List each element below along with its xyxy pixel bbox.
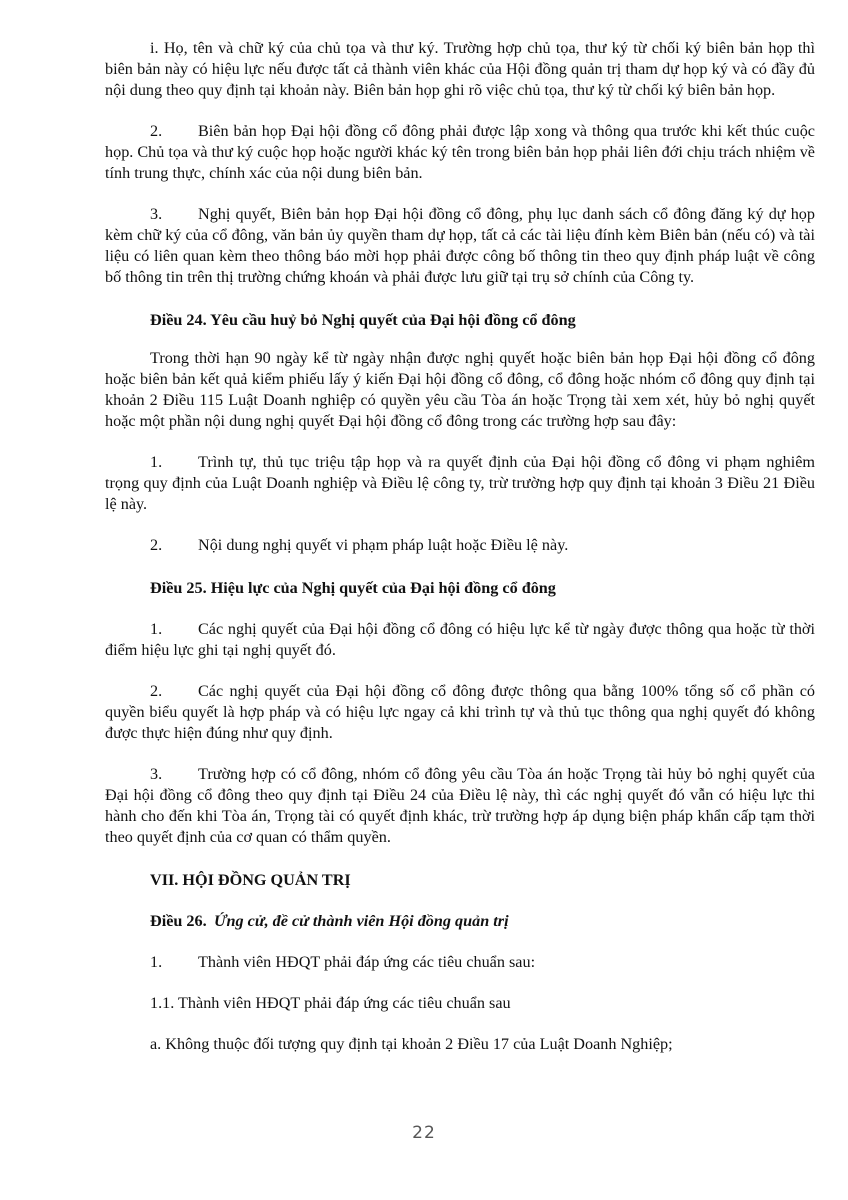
article-26-clause-1 [105,952,815,973]
clause-number: 2. [150,536,163,554]
article-number: Điều 26. [150,912,207,930]
clause-text: Biên bản họp Đại hội đồng cổ đông phải được lập xong và thông qua trước khi kết thúc cuộc họp. Chủ tọa và thư ký cuộc họp hoặc người khác ký tên trong biên bản họp phải liên đới chịu trách nhiệm về tính trung thực, chính xác của nội dung biên bản. [105,122,815,182]
article-title: Ứng cử, đề cử thành viên Hội đồng quản trị [214,912,509,930]
article-26-clause-1-1: 1.1. Thành viên HĐQT phải đáp ứng các tiêu chuẩn sau [150,994,511,1012]
document-body [105,38,815,1055]
paragraph-clause-2 [105,121,815,184]
clause-text: Nghị quyết, Biên bản họp Đại hội đồng cổ đông, phụ lục danh sách cổ đông đăng ký dự họp kèm chữ ký của cổ đông, văn bản ủy quyền tham dự họp, tất cả các tài liệu đính kèm Biên bản (nếu có) và tài liệu có liên quan kèm theo thông báo mời họp phải được công bố thông tin theo quy định pháp luật về công bố thông tin trên thị trường chứng khoán và phải được lưu giữ tại trụ sở chính của Công ty. [105,205,815,286]
clause-number: 1. [150,620,163,638]
clause-number: 1. [150,953,163,971]
clause-text: Các nghị quyết của Đại hội đồng cổ đông có hiệu lực kể từ ngày được thông qua hoặc từ thời điểm hiệu lực ghi tại nghị quyết đó. [105,620,815,659]
clause-text: Thành viên HĐQT phải đáp ứng các tiêu chuẩn sau: [198,953,536,971]
article-26-item-a: a. Không thuộc đối tượng quy định tại khoản 2 Điều 17 của Luật Doanh Nghiệp; [150,1035,673,1053]
article-24-clause-1 [105,452,815,515]
clause-text: Trình tự, thủ tục triệu tập họp và ra quyết định của Đại hội đồng cổ đông vi phạm nghiêm trọng quy định của Luật Doanh nghiệp và Điều lệ công ty, trừ trường hợp quy định tại khoản 3 Điều 21 Điều lệ này. [105,453,815,513]
article-26-heading [105,911,815,932]
paragraph-clause-3 [105,204,815,288]
paragraph-item-i: i. Họ, tên và chữ ký của chủ tọa và thư ký. Trường hợp chủ tọa, thư ký từ chối ký biên bản họp thì biên bản này có hiệu lực nếu được tất cả thành viên khác của Hội đồng quản trị tham dự họp ký và có đầy đủ nội dung theo quy định tại khoản này. Biên bản họp ghi rõ việc chủ tọa, thư ký từ chối ký biên bản họp. [105,39,815,99]
clause-text: Trường hợp có cổ đông, nhóm cổ đông yêu cầu Tòa án hoặc Trọng tài hủy bỏ nghị quyết của Đại hội đồng cổ đông theo quy định tại Điều 24 của Điều lệ này, thì các nghị quyết đó vẫn có hiệu lực thi hành cho đến khi Tòa án, Trọng tài có quyết định khác, trừ trường hợp áp dụng biện pháp khẩn cấp tạm thời theo quyết định của cơ quan có thẩm quyền. [105,765,815,846]
clause-number: 2. [150,682,163,700]
article-25-clause-3 [105,764,815,848]
clause-text: Nội dung nghị quyết vi phạm pháp luật hoặc Điều lệ này. [198,536,569,554]
section-vii-heading: VII. HỘI ĐỒNG QUẢN TRỊ [150,871,351,889]
clause-text: Các nghị quyết của Đại hội đồng cổ đông được thông qua bằng 100% tổng số cổ phần có quyền biểu quyết là hợp pháp và có hiệu lực ngay cả khi trình tự và thủ tục thông qua nghị quyết đó không được thực hiện đúng như quy định. [105,682,815,742]
article-24-intro: Trong thời hạn 90 ngày kể từ ngày nhận được nghị quyết hoặc biên bản họp Đại hội đồng cổ đông hoặc biên bản kết quả kiểm phiếu lấy ý kiến Đại hội đồng cổ đông, cổ đông hoặc nhóm cổ đông quy định tại khoản 2 Điều 115 Luật Doanh nghiệp có quyền yêu cầu Tòa án hoặc Trọng tài xem xét, hủy bỏ nghị quyết hoặc một phần nội dung nghị quyết Đại hội đồng cổ đông trong các trường hợp sau đây: [105,349,815,430]
article-25-clause-2 [105,681,815,744]
clause-number: 3. [150,765,163,783]
article-24-heading: Điều 24. Yêu cầu huỷ bỏ Nghị quyết của Đại hội đồng cổ đông [150,311,576,329]
article-25-clause-1 [105,619,815,661]
clause-number: 2. [150,122,163,140]
article-24-clause-2 [105,535,815,556]
clause-number: 3. [150,205,163,223]
clause-number: 1. [150,453,163,471]
article-25-heading: Điều 25. Hiệu lực của Nghị quyết của Đại hội đồng cổ đông [150,579,556,597]
page-number: 22 [412,1123,436,1143]
